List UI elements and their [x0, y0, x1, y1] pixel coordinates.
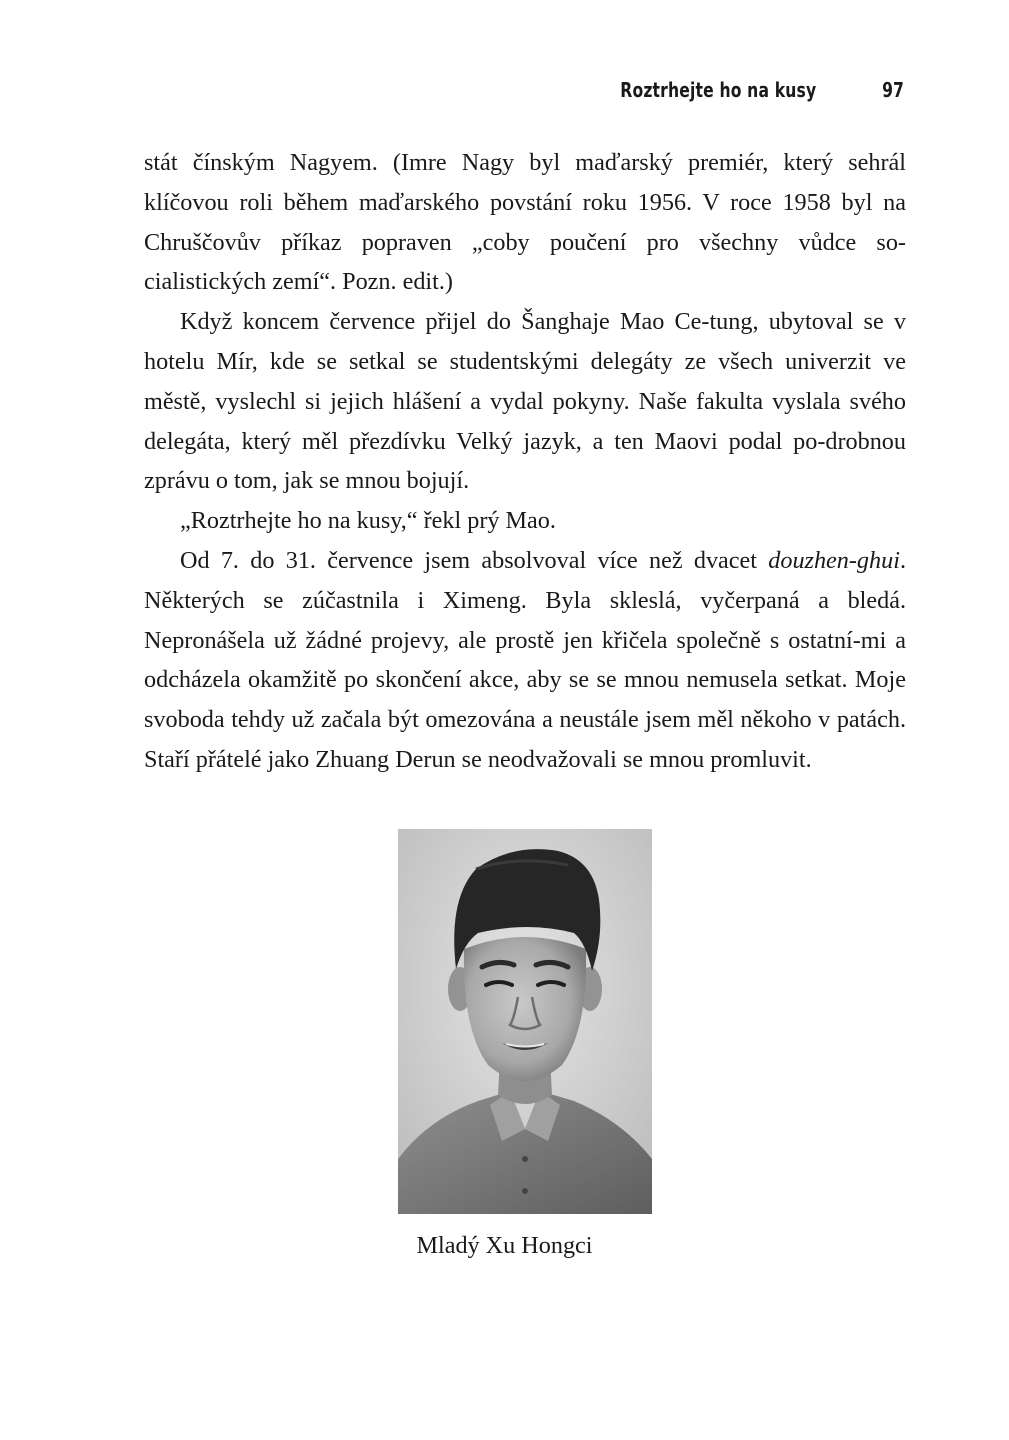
paragraph-1: stát čínským Nagyem. (Imre Nagy byl maďarský premiér, který sehrál klíčovou roli během maďarského povstání roku 1956. V roce 1958 byl na Chruščovův příkaz popraven „coby poučení pro všechny vůdce so-cialistických zemí“. Pozn. edit.)	[144, 149, 906, 296]
running-header	[142, 78, 904, 108]
page-number: 97	[882, 78, 904, 102]
paragraph-4-end: . Některých se zúčastnila i Ximeng. Byla skleslá, vyčerpaná a bledá. Nepronášela už žádné projevy, ale prostě jen křičela společně s ostatní-mi a odcházela okamžitě po skončení akce, aby se se mnou nemusela setkat. Moje svoboda tehdy už začala být omezována a neustále jsem měl někoho v patách. Staří přátelé jako Zhuang Derun se neodvažovali se mnou promluvit.	[144, 546, 906, 773]
paragraph-4	[144, 541, 906, 780]
paragraph-3: „Roztrhejte ho na kusy,“ řekl prý Mao.	[180, 507, 556, 535]
photo-caption: Mladý Xu Hongci	[416, 1232, 593, 1259]
paragraph-2: Když koncem července přijel do Šanghaje Mao Ce-tung, ubytoval se v hotelu Mír, kde se setkal se studentskými delegáty ze všech univerzit ve městě, vyslechl si jejich hlášení a vydal pokyny. Naše fakulta vyslala svého delegáta, který měl přezdívku Velký jazyk, a ten Maovi podal po-drobnou zprávu o tom, jak se mnou bojují.	[144, 308, 906, 495]
paragraph-4-start: Od 7. do 31. července jsem absolvoval více než dvacet	[180, 546, 769, 574]
running-title: Roztrhejte ho na kusy	[620, 78, 816, 102]
body-text	[144, 143, 906, 780]
italic-term: douzhen-ghui	[768, 546, 900, 574]
portrait-illustration	[398, 829, 652, 1214]
portrait-photo	[398, 829, 652, 1214]
